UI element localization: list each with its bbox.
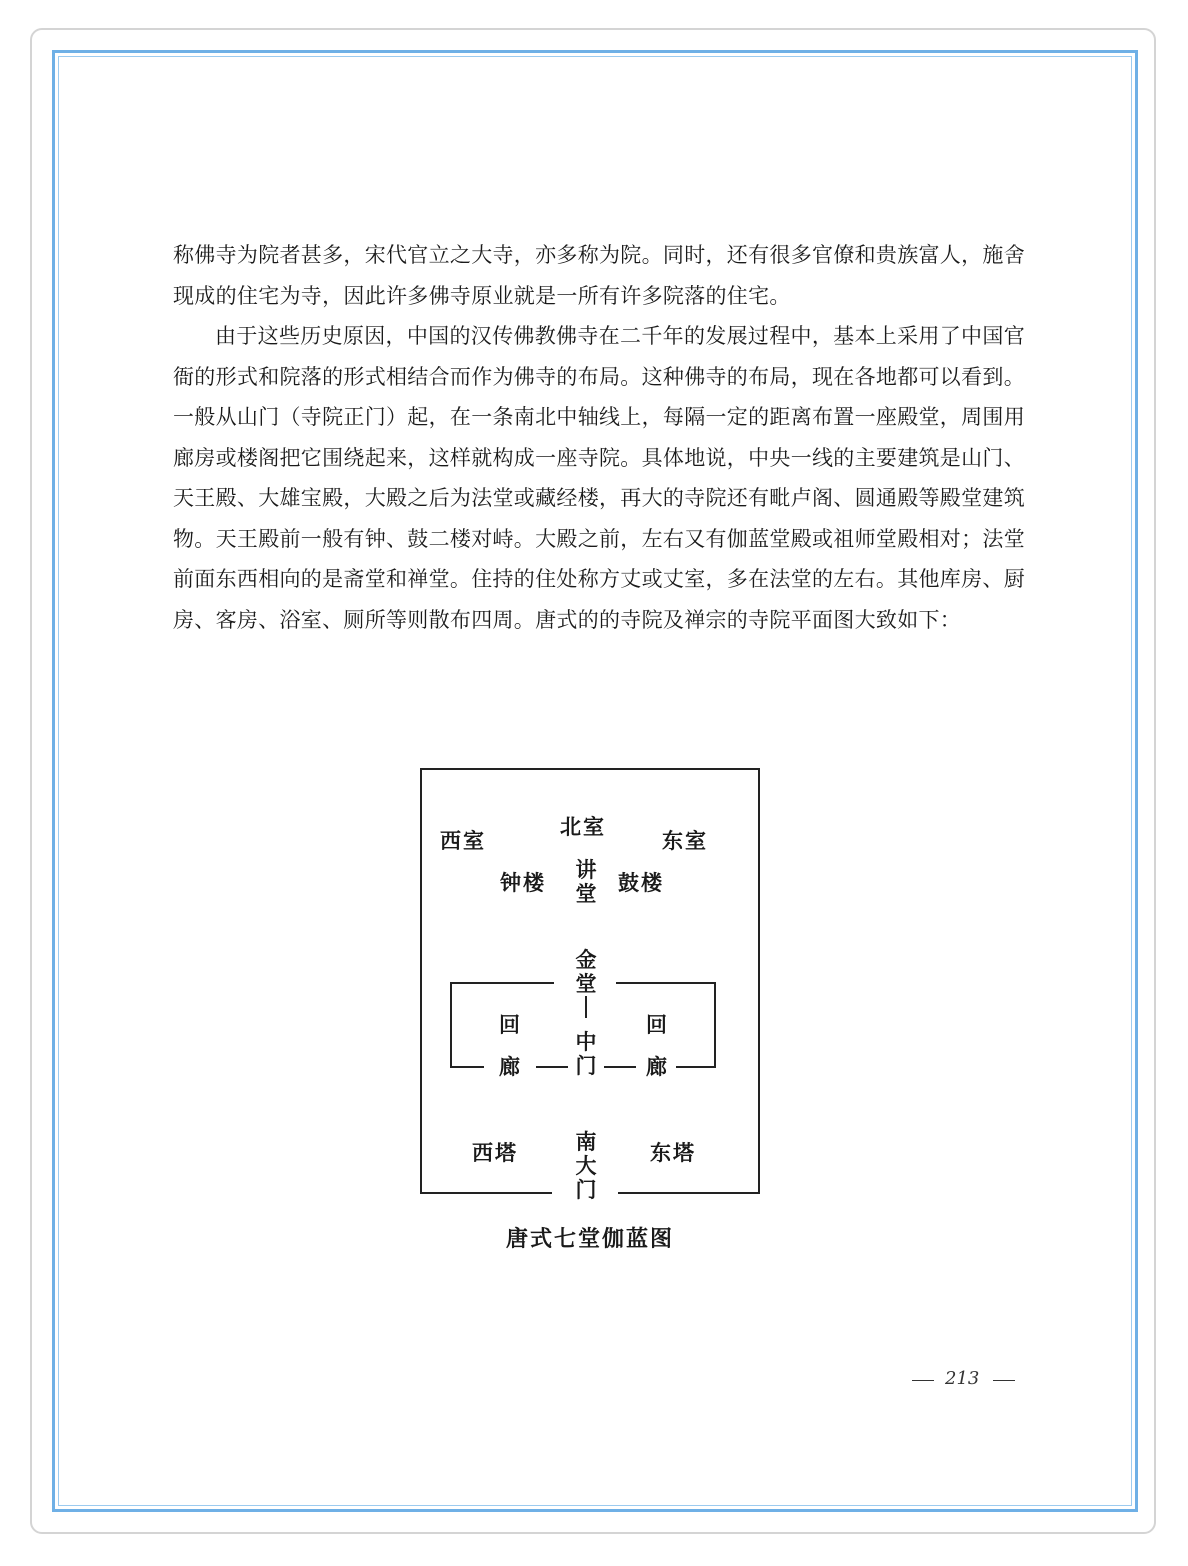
- corridor-right-side: [714, 982, 716, 1068]
- south-gate-label: 南大门: [575, 1130, 597, 1202]
- page-number-dash-left: [912, 1380, 934, 1381]
- west-pagoda-label: 西塔: [472, 1141, 518, 1165]
- east-room-label: 东室: [662, 829, 708, 853]
- east-pagoda-label: 东塔: [650, 1141, 696, 1165]
- middle-gate-label: 中门: [575, 1030, 597, 1078]
- paragraph-2: 由于这些历史原因，中国的汉传佛教佛寺在二千年的发展过程中，基本上采用了中国官衙的形式和院落的形式相结合而作为佛寺的布局。这种佛寺的布局，现在各地都可以看到。一般从山门（寺院正门）起，在一条南北中轴线上，每隔一定的距离布置一座殿堂，周围用廊房或楼阁把它围绕起来，这样就构成一座寺院。具体地说，中央一线的主要建筑是山门、天王殿、大雄宝殿，大殿之后为法堂或藏经楼，再大的寺院还有毗卢阁、圆通殿等殿堂建筑物。天王殿前一般有钟、鼓二楼对峙。大殿之前，左右又有伽蓝堂殿或祖师堂殿相对；法堂前面东西相向的是斋堂和禅堂。住持的住处称方丈或丈室，多在法堂的左右。其他库房、厨房、客房、浴室、厕所等则散布四周。唐式的的寺院及禅宗的寺院平面图大致如下：: [173, 324, 1025, 632]
- figure-caption: 唐式七堂伽蓝图: [505, 1227, 674, 1252]
- corridor-top-left: [450, 982, 554, 984]
- corridor-right-bottom-label: 廊: [646, 1055, 669, 1079]
- corridor-left-top-label: 回: [499, 1013, 522, 1037]
- axis-connector: [585, 996, 587, 1018]
- corridor-left-bottom-label: 廊: [499, 1055, 522, 1079]
- plan-top-border: [420, 768, 760, 770]
- bell-tower-label: 钟楼: [500, 871, 546, 895]
- corridor-bottom-left-b: [536, 1066, 568, 1068]
- plan-bottom-border-right: [618, 1192, 760, 1194]
- corridor-bottom-right-a: [604, 1066, 636, 1068]
- plan-left-border: [420, 768, 422, 1194]
- drum-tower-label: 鼓楼: [618, 871, 664, 895]
- corridor-bottom-left-a: [450, 1066, 484, 1068]
- golden-hall-label: 金堂: [575, 948, 597, 996]
- page-number: 213: [945, 1368, 980, 1389]
- corridor-bottom-right-b: [676, 1066, 716, 1068]
- plan-right-border: [758, 768, 760, 1194]
- corridor-left-side: [450, 982, 452, 1068]
- page-number-dash-right: [993, 1380, 1015, 1381]
- plan-bottom-border-left: [420, 1192, 552, 1194]
- lecture-hall-label: 讲堂: [575, 858, 597, 906]
- north-room-label: 北室: [560, 815, 606, 839]
- corridor-top-right: [616, 982, 716, 984]
- west-room-label: 西室: [440, 829, 486, 853]
- corridor-right-top-label: 回: [646, 1013, 669, 1037]
- paragraph-1: 称佛寺为院者甚多，宋代官立之大寺，亦多称为院。同时，还有很多官僚和贵族富人，施舍现成的住宅为寺，因此许多佛寺原业就是一所有许多院落的住宅。: [173, 243, 1025, 308]
